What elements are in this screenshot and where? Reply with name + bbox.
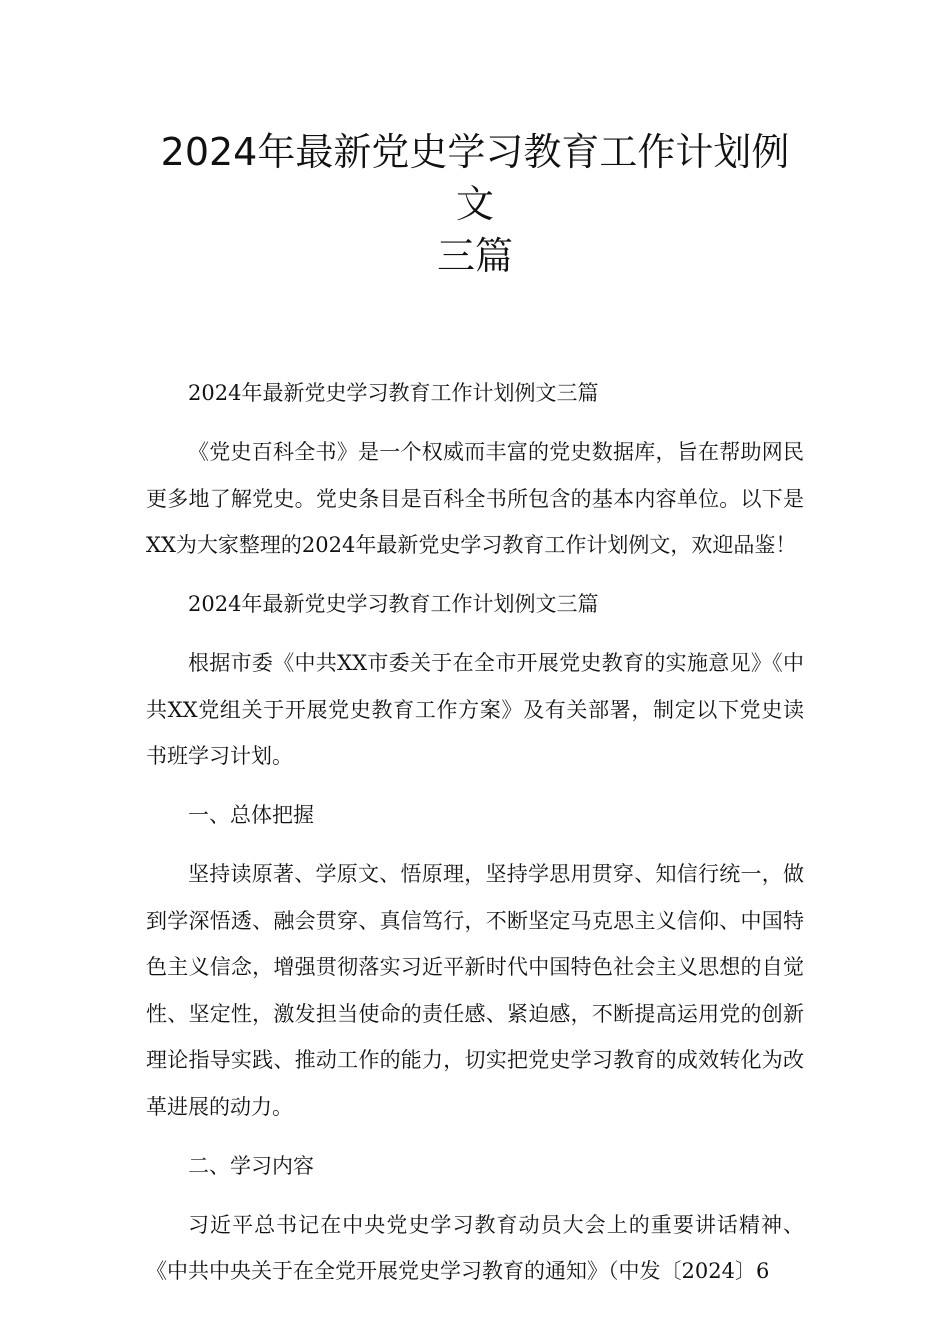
paragraph-overall: 坚持读原著、学原文、悟原理，坚持学思用贯穿、知信行统一，做到学深悟透、融会贯穿、真信笃行，不断坚定马克思主义信仰、中国特色主义信念，增强贯彻落实习近平新时代中国特色社会主义思想的自觉性、坚定性，激发担当使命的责任感、紧迫感，不断提高运用党的创新理论指导实践、推动工作的能力，切实把党史学习教育的成效转化为改革进展的动力。: [146, 862, 804, 1119]
title-line-2: 三篇: [436, 234, 513, 278]
title-line-1: 2024年最新党史学习教育工作计划例文: [160, 130, 790, 226]
section-heading-overall: 一、总体把握: [188, 803, 314, 827]
paragraph-content: 习近平总书记在中央党史学习教育动员大会上的重要讲话精神、《中共中央关于在全党开展党史学习教育的通知》（中发〔2024〕6: [146, 1212, 804, 1283]
paragraph-subtitle: 2024年最新党史学习教育工作计划例文三篇: [188, 381, 599, 405]
paragraph-intro: 《党史百科全书》是一个权威而丰富的党史数据库，旨在帮助网民更多地了解党史。党史条目是百科全书所包含的基本内容单位。以下是XX为大家整理的2024年最新党史学习教育工作计划例文，欢迎品鉴！: [146, 440, 804, 557]
paragraph-basis: 根据市委《中共XX市委关于在全市开展党史教育的实施意见》《中共XX党组关于开展党史教育工作方案》及有关部署，制定以下党史读书班学习计划。: [146, 651, 804, 768]
section-heading-content: 二、学习内容: [188, 1153, 314, 1178]
document-title: [146, 126, 804, 282]
paragraph-subtitle-repeat: 2024年最新党史学习教育工作计划例文三篇: [188, 592, 599, 616]
